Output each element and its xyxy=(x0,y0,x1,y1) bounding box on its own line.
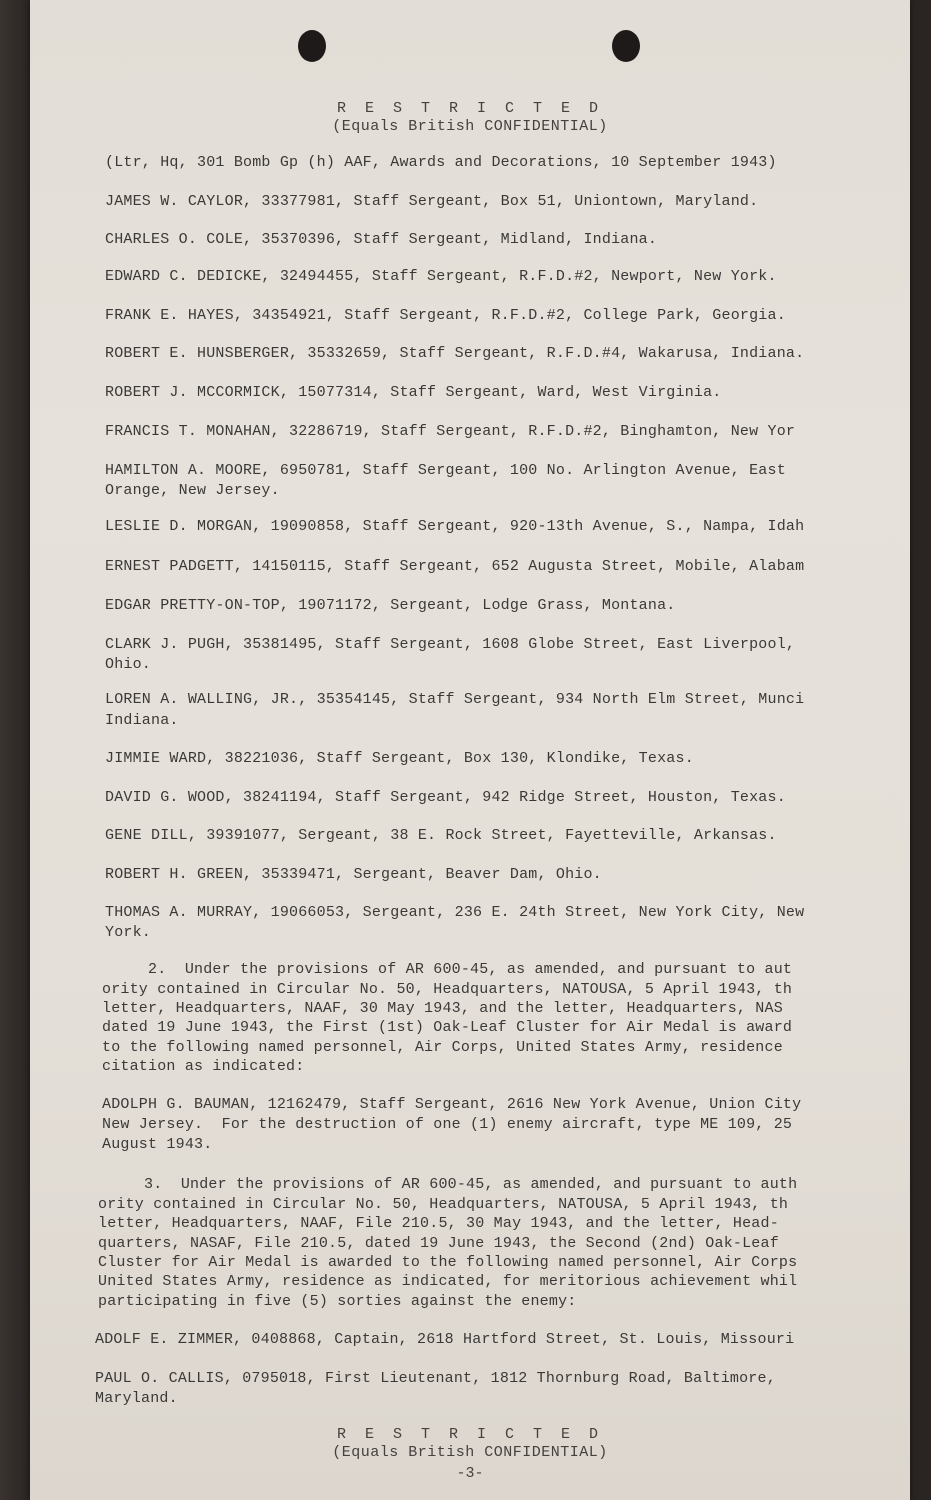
list-item-continued: Orange, New Jersey. xyxy=(105,482,280,499)
list-item-continued: York. xyxy=(105,924,152,941)
list-item: ROBERT J. MCCORMICK, 15077314, Staff Sergeant, Ward, West Virginia. xyxy=(105,384,722,401)
award-entry-continued: August 1943. xyxy=(102,1136,213,1153)
list-item: CLARK J. PUGH, 35381495, Staff Sergeant, 1608 Globe Street, East Liverpool, xyxy=(105,636,796,653)
list-item: ERNEST PADGETT, 14150115, Staff Sergeant, 652 Augusta Street, Mobile, Alabam xyxy=(105,558,805,575)
header-subtitle: (Equals British CONFIDENTIAL) xyxy=(332,118,608,135)
award-entry: ADOLF E. ZIMMER, 0408868, Captain, 2618 Hartford Street, St. Louis, Missouri xyxy=(95,1331,795,1348)
footer-block xyxy=(30,1426,910,1462)
paragraph-3-line: United States Army, residence as indicated, for meritorious achievement whil xyxy=(98,1273,798,1290)
header-classification: R E S T R I C T E D xyxy=(336,100,604,117)
paragraph-3-line: participating in five (5) sorties against the enemy: xyxy=(98,1293,577,1310)
award-entry-continued: Maryland. xyxy=(95,1390,178,1407)
list-item: JIMMIE WARD, 38221036, Staff Sergeant, Box 130, Klondike, Texas. xyxy=(105,750,694,767)
list-item: LESLIE D. MORGAN, 19090858, Staff Sergeant, 920-13th Avenue, S., Nampa, Idah xyxy=(105,518,805,535)
list-item: LOREN A. WALLING, JR., 35354145, Staff Sergeant, 934 North Elm Street, Munci xyxy=(105,691,805,708)
paragraph-2-line: dated 19 June 1943, the First (1st) Oak-Leaf Cluster for Air Medal is award xyxy=(102,1019,793,1036)
paragraph-3-line: 3. Under the provisions of AR 600-45, as amended, and pursuant to auth xyxy=(98,1176,798,1193)
award-entry-continued: New Jersey. For the destruction of one (1) enemy aircraft, type ME 109, 25 xyxy=(102,1116,793,1133)
list-item: FRANK E. HAYES, 34354921, Staff Sergeant, R.F.D.#2, College Park, Georgia. xyxy=(105,307,786,324)
paragraph-3-line: Cluster for Air Medal is awarded to the following named personnel, Air Corps xyxy=(98,1254,798,1271)
list-item: ROBERT E. HUNSBERGER, 35332659, Staff Sergeant, R.F.D.#4, Wakarusa, Indiana. xyxy=(105,345,805,362)
list-item: FRANCIS T. MONAHAN, 32286719, Staff Sergeant, R.F.D.#2, Binghamton, New Yor xyxy=(105,423,796,440)
punch-hole xyxy=(612,30,640,62)
header-block xyxy=(30,100,910,136)
list-item: EDWARD C. DEDICKE, 32494455, Staff Sergeant, R.F.D.#2, Newport, New York. xyxy=(105,268,777,285)
list-item: ROBERT H. GREEN, 35339471, Sergeant, Beaver Dam, Ohio. xyxy=(105,866,602,883)
list-item: JAMES W. CAYLOR, 33377981, Staff Sergeant, Box 51, Uniontown, Maryland. xyxy=(105,193,759,210)
paragraph-3-line: quarters, NASAF, File 210.5, dated 19 June 1943, the Second (2nd) Oak-Leaf xyxy=(98,1235,779,1252)
paragraph-3-line: ority contained in Circular No. 50, Headquarters, NATOUSA, 5 April 1943, th xyxy=(98,1196,789,1213)
list-item: GENE DILL, 39391077, Sergeant, 38 E. Rock Street, Fayetteville, Arkansas. xyxy=(105,827,777,844)
list-item-continued: Indiana. xyxy=(105,712,179,729)
award-entry: PAUL O. CALLIS, 0795018, First Lieutenant, 1812 Thornburg Road, Baltimore, xyxy=(95,1370,776,1387)
punch-hole xyxy=(298,30,326,62)
document-page xyxy=(30,0,910,1500)
footer-subtitle: (Equals British CONFIDENTIAL) xyxy=(332,1444,608,1461)
footer-classification: R E S T R I C T E D xyxy=(336,1426,604,1443)
list-item: EDGAR PRETTY-ON-TOP, 19071172, Sergeant, Lodge Grass, Montana. xyxy=(105,597,676,614)
paragraph-2-line: letter, Headquarters, NAAF, 30 May 1943, and the letter, Headquarters, NAS xyxy=(102,1000,783,1017)
paragraph-3-line: letter, Headquarters, NAAF, File 210.5, 30 May 1943, and the letter, Head- xyxy=(98,1215,779,1232)
paragraph-2-line: ority contained in Circular No. 50, Headquarters, NATOUSA, 5 April 1943, th xyxy=(102,981,793,998)
list-item-continued: Ohio. xyxy=(105,656,152,673)
paragraph-2-line: to the following named personnel, Air Corps, United States Army, residence xyxy=(102,1039,783,1056)
page-number: -3- xyxy=(456,1465,484,1482)
list-item: HAMILTON A. MOORE, 6950781, Staff Sergeant, 100 No. Arlington Avenue, East xyxy=(105,462,786,479)
list-item: CHARLES O. COLE, 35370396, Staff Sergeant, Midland, Indiana. xyxy=(105,231,658,248)
background-edge xyxy=(0,0,30,1500)
list-item: THOMAS A. MURRAY, 19066053, Sergeant, 236 E. 24th Street, New York City, New xyxy=(105,904,805,921)
letter-reference: (Ltr, Hq, 301 Bomb Gp (h) AAF, Awards and Decorations, 10 September 1943) xyxy=(105,154,777,171)
paragraph-2-line: 2. Under the provisions of AR 600-45, as amended, and pursuant to aut xyxy=(102,961,793,978)
award-entry: ADOLPH G. BAUMAN, 12162479, Staff Sergeant, 2616 New York Avenue, Union City xyxy=(102,1096,802,1113)
list-item: DAVID G. WOOD, 38241194, Staff Sergeant, 942 Ridge Street, Houston, Texas. xyxy=(105,789,786,806)
paragraph-2-line: citation as indicated: xyxy=(102,1058,305,1075)
